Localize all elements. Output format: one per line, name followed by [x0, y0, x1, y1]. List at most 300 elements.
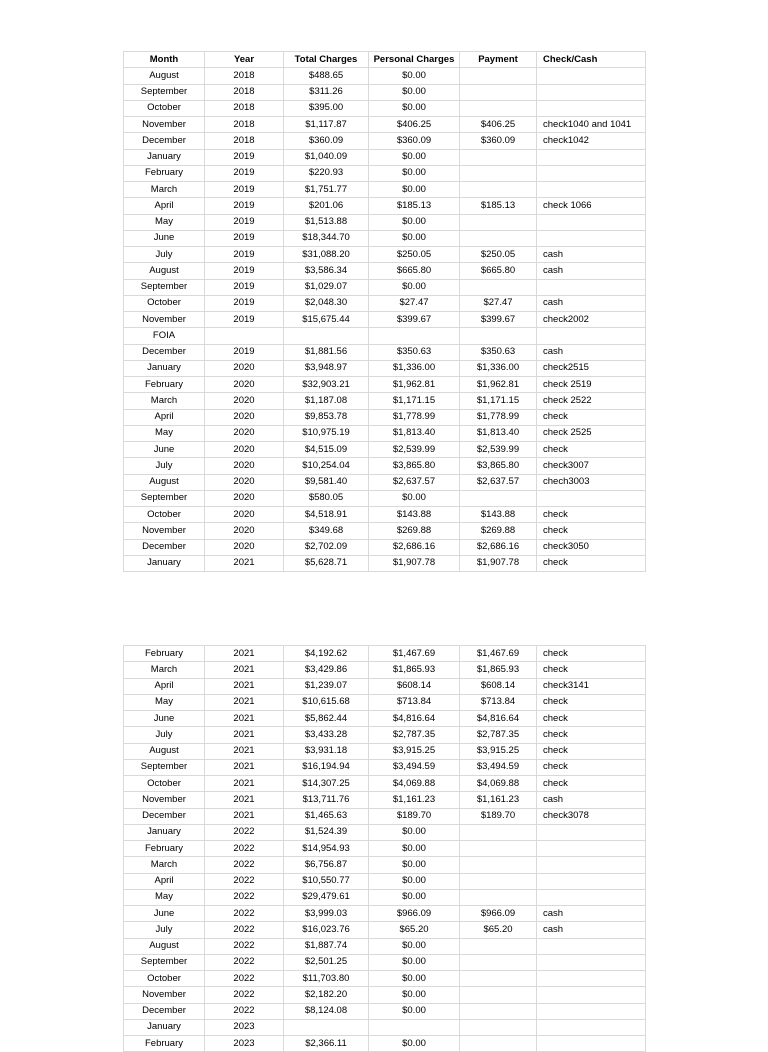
- check-cash-cell: [537, 889, 646, 905]
- check-cash-cell: [537, 149, 646, 165]
- year-cell: 2023: [205, 1036, 284, 1052]
- personal-charges-cell: $0.00: [369, 68, 460, 84]
- table-row: [124, 759, 646, 775]
- payment-cell: [460, 857, 537, 873]
- year-cell: 2020: [205, 409, 284, 425]
- payment-cell: [460, 182, 537, 198]
- year-cell: 2021: [205, 727, 284, 743]
- payment-cell: $250.05: [460, 247, 537, 263]
- table-row: [124, 1019, 646, 1035]
- total-charges-cell: $1,881.56: [284, 344, 369, 360]
- total-charges-cell: $10,550.77: [284, 873, 369, 889]
- year-cell: 2022: [205, 938, 284, 954]
- table-row: [124, 889, 646, 905]
- month-cell: March: [124, 182, 205, 198]
- year-cell: 2022: [205, 906, 284, 922]
- year-cell: 2020: [205, 539, 284, 555]
- personal-charges-cell: $360.09: [369, 133, 460, 149]
- payment-cell: [460, 230, 537, 246]
- header-payment: Payment: [460, 52, 537, 68]
- year-cell: 2022: [205, 873, 284, 889]
- total-charges-cell: $395.00: [284, 100, 369, 116]
- month-cell: April: [124, 678, 205, 694]
- total-charges-cell: $1,887.74: [284, 938, 369, 954]
- check-cash-cell: [537, 230, 646, 246]
- total-charges-cell: $16,023.76: [284, 922, 369, 938]
- month-cell: February: [124, 646, 205, 662]
- payment-cell: [460, 1003, 537, 1019]
- personal-charges-cell: $0.00: [369, 214, 460, 230]
- month-cell: May: [124, 694, 205, 710]
- year-cell: 2019: [205, 344, 284, 360]
- table-body: [124, 646, 646, 1052]
- personal-charges-cell: $1,171.15: [369, 393, 460, 409]
- personal-charges-cell: $3,865.80: [369, 458, 460, 474]
- month-cell: January: [124, 149, 205, 165]
- personal-charges-cell: $2,686.16: [369, 539, 460, 555]
- year-cell: 2021: [205, 646, 284, 662]
- total-charges-cell: $580.05: [284, 490, 369, 506]
- year-cell: 2020: [205, 393, 284, 409]
- payment-cell: $2,539.99: [460, 442, 537, 458]
- month-cell: May: [124, 889, 205, 905]
- year-cell: 2022: [205, 824, 284, 840]
- table-row: [124, 1003, 646, 1019]
- year-cell: 2019: [205, 149, 284, 165]
- table-row: [124, 743, 646, 759]
- check-cash-cell: [537, 328, 646, 344]
- total-charges-cell: $6,756.87: [284, 857, 369, 873]
- personal-charges-cell: $2,637.57: [369, 474, 460, 490]
- check-cash-cell: check3007: [537, 458, 646, 474]
- payment-cell: $350.63: [460, 344, 537, 360]
- check-cash-cell: check3141: [537, 678, 646, 694]
- table-row: [124, 279, 646, 295]
- total-charges-cell: $3,999.03: [284, 906, 369, 922]
- payment-cell: $713.84: [460, 694, 537, 710]
- year-cell: 2022: [205, 954, 284, 970]
- total-charges-cell: $9,581.40: [284, 474, 369, 490]
- total-charges-cell: $5,862.44: [284, 711, 369, 727]
- payment-cell: [460, 279, 537, 295]
- year-cell: 2019: [205, 279, 284, 295]
- header-check-cash: Check/Cash: [537, 52, 646, 68]
- table-row: [124, 100, 646, 116]
- year-cell: 2019: [205, 182, 284, 198]
- table-row: [124, 149, 646, 165]
- month-cell: October: [124, 776, 205, 792]
- table-row: [124, 555, 646, 571]
- check-cash-cell: check 1066: [537, 198, 646, 214]
- month-cell: February: [124, 377, 205, 393]
- payment-cell: [460, 954, 537, 970]
- total-charges-cell: $220.93: [284, 165, 369, 181]
- personal-charges-cell: $665.80: [369, 263, 460, 279]
- table-row: [124, 776, 646, 792]
- personal-charges-cell: $0.00: [369, 100, 460, 116]
- table-row: [124, 808, 646, 824]
- month-cell: April: [124, 198, 205, 214]
- month-cell: July: [124, 922, 205, 938]
- total-charges-cell: $1,751.77: [284, 182, 369, 198]
- personal-charges-cell: $2,539.99: [369, 442, 460, 458]
- check-cash-cell: check1040 and 1041: [537, 117, 646, 133]
- month-cell: June: [124, 906, 205, 922]
- year-cell: 2019: [205, 198, 284, 214]
- total-charges-cell: $14,954.93: [284, 841, 369, 857]
- payment-cell: [460, 490, 537, 506]
- table-row: [124, 539, 646, 555]
- month-cell: January: [124, 824, 205, 840]
- charges-table-2021-2023: [123, 645, 646, 1052]
- table-row: [124, 824, 646, 840]
- year-cell: 2022: [205, 987, 284, 1003]
- personal-charges-cell: $2,787.35: [369, 727, 460, 743]
- table-row: [124, 198, 646, 214]
- payment-cell: $1,813.40: [460, 425, 537, 441]
- check-cash-cell: [537, 279, 646, 295]
- check-cash-cell: cash: [537, 247, 646, 263]
- personal-charges-cell: $1,467.69: [369, 646, 460, 662]
- personal-charges-cell: $966.09: [369, 906, 460, 922]
- payment-cell: [460, 68, 537, 84]
- check-cash-cell: check: [537, 507, 646, 523]
- table-row: [124, 971, 646, 987]
- check-cash-cell: [537, 857, 646, 873]
- personal-charges-cell: $0.00: [369, 490, 460, 506]
- personal-charges-cell: $0.00: [369, 938, 460, 954]
- total-charges-cell: $360.09: [284, 133, 369, 149]
- payment-cell: $3,865.80: [460, 458, 537, 474]
- payment-cell: [460, 328, 537, 344]
- check-cash-cell: check: [537, 409, 646, 425]
- personal-charges-cell: $608.14: [369, 678, 460, 694]
- payment-cell: $665.80: [460, 263, 537, 279]
- year-cell: 2021: [205, 711, 284, 727]
- check-cash-cell: cash: [537, 792, 646, 808]
- check-cash-cell: [537, 841, 646, 857]
- total-charges-cell: $1,117.87: [284, 117, 369, 133]
- check-cash-cell: check: [537, 555, 646, 571]
- personal-charges-cell: $1,161.23: [369, 792, 460, 808]
- table-row: [124, 873, 646, 889]
- check-cash-cell: [537, 1019, 646, 1035]
- payment-cell: [460, 1036, 537, 1052]
- payment-cell: $406.25: [460, 117, 537, 133]
- table-row: [124, 490, 646, 506]
- table-row: [124, 792, 646, 808]
- personal-charges-cell: $0.00: [369, 954, 460, 970]
- personal-charges-cell: $0.00: [369, 279, 460, 295]
- check-cash-cell: check3078: [537, 808, 646, 824]
- payment-cell: $269.88: [460, 523, 537, 539]
- payment-cell: $399.67: [460, 312, 537, 328]
- check-cash-cell: check: [537, 442, 646, 458]
- table-row: [124, 425, 646, 441]
- check-cash-cell: check: [537, 776, 646, 792]
- personal-charges-cell: $350.63: [369, 344, 460, 360]
- total-charges-cell: $1,239.07: [284, 678, 369, 694]
- total-charges-cell: [284, 1019, 369, 1035]
- payment-cell: $1,161.23: [460, 792, 537, 808]
- table-row: [124, 938, 646, 954]
- table-row: [124, 841, 646, 857]
- year-cell: 2020: [205, 458, 284, 474]
- total-charges-cell: $311.26: [284, 84, 369, 100]
- payment-cell: $1,865.93: [460, 662, 537, 678]
- year-cell: 2022: [205, 841, 284, 857]
- total-charges-cell: $1,187.08: [284, 393, 369, 409]
- check-cash-cell: cash: [537, 922, 646, 938]
- personal-charges-cell: $0.00: [369, 230, 460, 246]
- table-row: [124, 662, 646, 678]
- table-row: [124, 230, 646, 246]
- check-cash-cell: check 2519: [537, 377, 646, 393]
- year-cell: 2022: [205, 922, 284, 938]
- total-charges-cell: $10,615.68: [284, 694, 369, 710]
- check-cash-cell: check: [537, 711, 646, 727]
- check-cash-cell: cash: [537, 295, 646, 311]
- month-cell: July: [124, 458, 205, 474]
- year-cell: 2022: [205, 889, 284, 905]
- personal-charges-cell: $143.88: [369, 507, 460, 523]
- check-cash-cell: [537, 1003, 646, 1019]
- check-cash-cell: check: [537, 727, 646, 743]
- month-cell: FOIA: [124, 328, 205, 344]
- personal-charges-cell: $1,865.93: [369, 662, 460, 678]
- table-row: [124, 954, 646, 970]
- header-total-charges: Total Charges: [284, 52, 369, 68]
- personal-charges-cell: $0.00: [369, 971, 460, 987]
- table-row: [124, 857, 646, 873]
- month-cell: February: [124, 165, 205, 181]
- year-cell: 2018: [205, 133, 284, 149]
- month-cell: July: [124, 727, 205, 743]
- month-cell: May: [124, 214, 205, 230]
- total-charges-cell: $9,853.78: [284, 409, 369, 425]
- personal-charges-cell: $0.00: [369, 1036, 460, 1052]
- year-cell: 2023: [205, 1019, 284, 1035]
- year-cell: 2021: [205, 759, 284, 775]
- check-cash-cell: [537, 68, 646, 84]
- check-cash-cell: [537, 873, 646, 889]
- payment-cell: $2,686.16: [460, 539, 537, 555]
- table-row: [124, 1036, 646, 1052]
- personal-charges-cell: $406.25: [369, 117, 460, 133]
- table-row: [124, 678, 646, 694]
- month-cell: October: [124, 100, 205, 116]
- personal-charges-cell: $250.05: [369, 247, 460, 263]
- personal-charges-cell: $1,962.81: [369, 377, 460, 393]
- month-cell: November: [124, 117, 205, 133]
- total-charges-cell: $1,029.07: [284, 279, 369, 295]
- total-charges-cell: $5,628.71: [284, 555, 369, 571]
- payment-cell: [460, 841, 537, 857]
- check-cash-cell: [537, 214, 646, 230]
- check-cash-cell: check: [537, 523, 646, 539]
- year-cell: [205, 328, 284, 344]
- month-cell: March: [124, 662, 205, 678]
- year-cell: 2020: [205, 490, 284, 506]
- table-row: [124, 906, 646, 922]
- payment-cell: [460, 824, 537, 840]
- payment-cell: $360.09: [460, 133, 537, 149]
- payment-cell: [460, 971, 537, 987]
- total-charges-cell: $2,048.30: [284, 295, 369, 311]
- personal-charges-cell: $3,494.59: [369, 759, 460, 775]
- total-charges-cell: $488.65: [284, 68, 369, 84]
- check-cash-cell: check2002: [537, 312, 646, 328]
- total-charges-cell: $14,307.25: [284, 776, 369, 792]
- total-charges-cell: $349.68: [284, 523, 369, 539]
- check-cash-cell: check: [537, 759, 646, 775]
- table-row: [124, 442, 646, 458]
- check-cash-cell: check: [537, 646, 646, 662]
- month-cell: September: [124, 954, 205, 970]
- year-cell: 2021: [205, 694, 284, 710]
- check-cash-cell: [537, 490, 646, 506]
- table-row: [124, 182, 646, 198]
- payment-cell: $143.88: [460, 507, 537, 523]
- table-row: [124, 646, 646, 662]
- month-cell: January: [124, 1019, 205, 1035]
- personal-charges-cell: $0.00: [369, 84, 460, 100]
- table-row: [124, 507, 646, 523]
- payment-cell: [460, 938, 537, 954]
- payment-cell: $966.09: [460, 906, 537, 922]
- total-charges-cell: $1,465.63: [284, 808, 369, 824]
- header-row: [124, 52, 646, 68]
- month-cell: June: [124, 230, 205, 246]
- total-charges-cell: $1,524.39: [284, 824, 369, 840]
- table-row: [124, 247, 646, 263]
- personal-charges-cell: $4,816.64: [369, 711, 460, 727]
- total-charges-cell: $13,711.76: [284, 792, 369, 808]
- year-cell: 2019: [205, 247, 284, 263]
- total-charges-cell: $3,931.18: [284, 743, 369, 759]
- table-row: [124, 694, 646, 710]
- payment-cell: $608.14: [460, 678, 537, 694]
- payment-cell: $4,816.64: [460, 711, 537, 727]
- total-charges-cell: $201.06: [284, 198, 369, 214]
- payment-cell: $4,069.88: [460, 776, 537, 792]
- personal-charges-cell: $713.84: [369, 694, 460, 710]
- table-row: [124, 117, 646, 133]
- month-cell: September: [124, 84, 205, 100]
- month-cell: October: [124, 971, 205, 987]
- payment-cell: [460, 873, 537, 889]
- personal-charges-cell: $27.47: [369, 295, 460, 311]
- month-cell: September: [124, 490, 205, 506]
- year-cell: 2020: [205, 507, 284, 523]
- total-charges-cell: $3,586.34: [284, 263, 369, 279]
- header-year: Year: [205, 52, 284, 68]
- month-cell: July: [124, 247, 205, 263]
- year-cell: 2021: [205, 662, 284, 678]
- year-cell: 2021: [205, 678, 284, 694]
- check-cash-cell: check2515: [537, 360, 646, 376]
- check-cash-cell: check: [537, 694, 646, 710]
- check-cash-cell: check 2525: [537, 425, 646, 441]
- personal-charges-cell: $1,336.00: [369, 360, 460, 376]
- total-charges-cell: $2,182.20: [284, 987, 369, 1003]
- table-row: [124, 214, 646, 230]
- payment-cell: $185.13: [460, 198, 537, 214]
- year-cell: 2021: [205, 555, 284, 571]
- payment-cell: $2,637.57: [460, 474, 537, 490]
- month-cell: February: [124, 841, 205, 857]
- year-cell: 2019: [205, 230, 284, 246]
- personal-charges-cell: $1,778.99: [369, 409, 460, 425]
- personal-charges-cell: [369, 328, 460, 344]
- total-charges-cell: [284, 328, 369, 344]
- table-row: [124, 377, 646, 393]
- total-charges-cell: $1,040.09: [284, 149, 369, 165]
- payment-cell: [460, 889, 537, 905]
- personal-charges-cell: $0.00: [369, 987, 460, 1003]
- payment-cell: $3,915.25: [460, 743, 537, 759]
- month-cell: May: [124, 425, 205, 441]
- year-cell: 2019: [205, 295, 284, 311]
- month-cell: April: [124, 409, 205, 425]
- total-charges-cell: $15,675.44: [284, 312, 369, 328]
- year-cell: 2021: [205, 776, 284, 792]
- personal-charges-cell: $269.88: [369, 523, 460, 539]
- total-charges-cell: $18,344.70: [284, 230, 369, 246]
- month-cell: April: [124, 873, 205, 889]
- year-cell: 2018: [205, 68, 284, 84]
- month-cell: March: [124, 393, 205, 409]
- total-charges-cell: $3,429.86: [284, 662, 369, 678]
- month-cell: October: [124, 295, 205, 311]
- table-row: [124, 295, 646, 311]
- personal-charges-cell: $0.00: [369, 873, 460, 889]
- table-row: [124, 312, 646, 328]
- check-cash-cell: [537, 182, 646, 198]
- check-cash-cell: [537, 954, 646, 970]
- month-cell: September: [124, 279, 205, 295]
- table-row: [124, 727, 646, 743]
- year-cell: 2019: [205, 165, 284, 181]
- payment-cell: $1,336.00: [460, 360, 537, 376]
- year-cell: 2021: [205, 808, 284, 824]
- year-cell: 2020: [205, 377, 284, 393]
- payment-cell: $3,494.59: [460, 759, 537, 775]
- payment-cell: $1,171.15: [460, 393, 537, 409]
- month-cell: November: [124, 987, 205, 1003]
- payment-cell: [460, 987, 537, 1003]
- month-cell: August: [124, 263, 205, 279]
- year-cell: 2022: [205, 857, 284, 873]
- month-cell: September: [124, 759, 205, 775]
- month-cell: March: [124, 857, 205, 873]
- month-cell: November: [124, 792, 205, 808]
- year-cell: 2018: [205, 117, 284, 133]
- payment-cell: [460, 100, 537, 116]
- total-charges-cell: $8,124.08: [284, 1003, 369, 1019]
- month-cell: October: [124, 507, 205, 523]
- personal-charges-cell: $0.00: [369, 824, 460, 840]
- personal-charges-cell: $399.67: [369, 312, 460, 328]
- table-row: [124, 922, 646, 938]
- personal-charges-cell: $189.70: [369, 808, 460, 824]
- total-charges-cell: $16,194.94: [284, 759, 369, 775]
- month-cell: December: [124, 1003, 205, 1019]
- year-cell: 2020: [205, 360, 284, 376]
- payment-cell: $65.20: [460, 922, 537, 938]
- year-cell: 2020: [205, 425, 284, 441]
- table-row: [124, 133, 646, 149]
